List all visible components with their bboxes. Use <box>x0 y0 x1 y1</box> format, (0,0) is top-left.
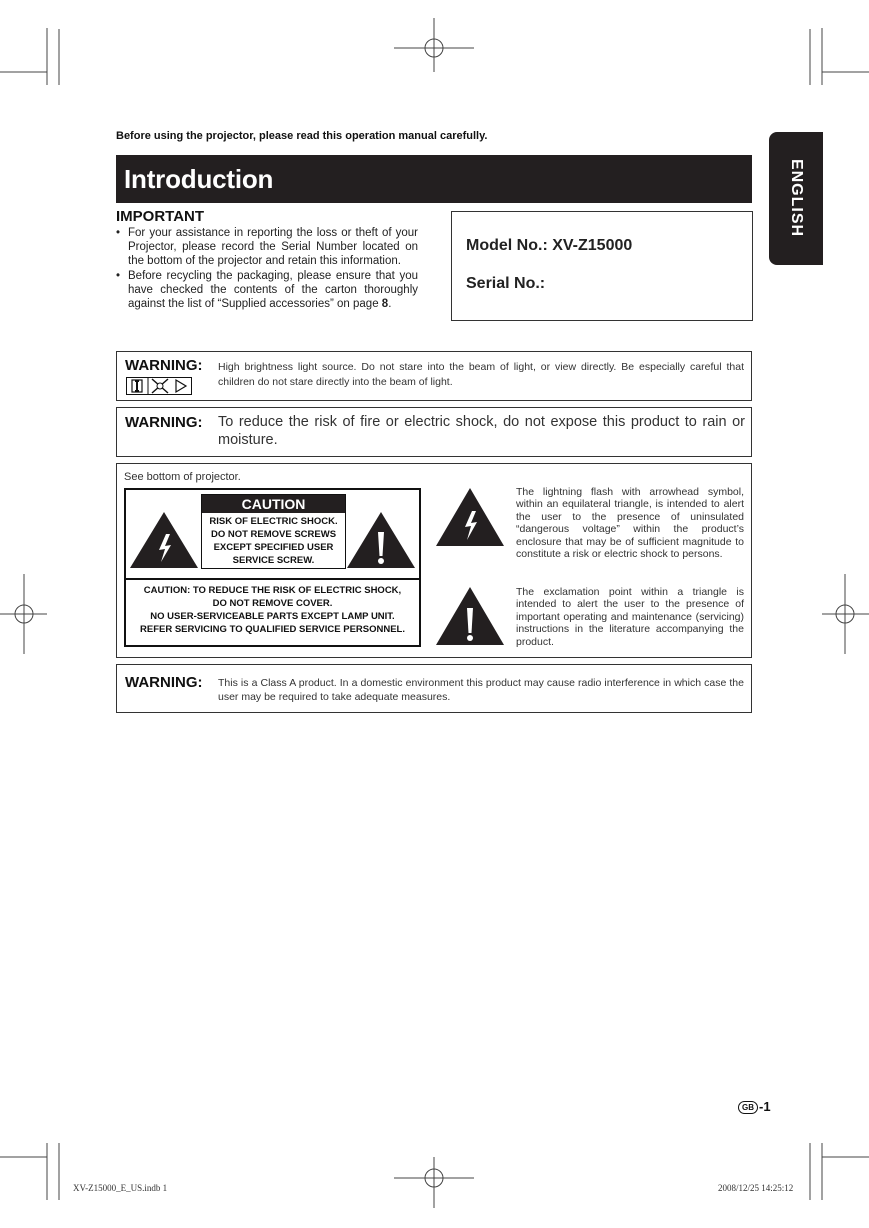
registration-mark-icon <box>0 574 47 654</box>
warning-light-box <box>116 351 752 401</box>
footer-timestamp: 2008/12/25 14:25:12 <box>718 1183 794 1193</box>
page-reference: 8 <box>381 298 389 311</box>
list-item: • For your assistance in reporting the loss or theft of your Projector, please record the Serial Number located on the bottom of the projector and retain this information. <box>116 226 418 269</box>
important-heading: IMPORTANT <box>116 208 205 225</box>
serial-number: Serial No.: <box>466 275 546 292</box>
registration-mark-icon <box>394 18 474 72</box>
lightning-triangle-icon <box>128 510 200 570</box>
warning-label: WARNING: <box>125 357 203 374</box>
model-serial-box <box>451 211 753 321</box>
page-title-bar <box>116 155 752 203</box>
page-title: Introduction <box>124 164 274 194</box>
warning-label: WARNING: <box>125 414 203 431</box>
language-tab-label: ENGLISH <box>788 158 805 238</box>
warning-moisture-box <box>116 407 752 457</box>
region-badge: GB <box>738 1101 758 1114</box>
exclamation-triangle-icon <box>345 510 417 570</box>
divider <box>124 578 421 580</box>
warning-class-a-box <box>116 664 752 713</box>
warning-text: This is a Class A product. In a domestic environment this product may cause radio interference in which case the user may be required to take adequate measures. <box>218 677 744 703</box>
exclamation-triangle-icon <box>434 585 506 647</box>
warning-text: High brightness light source. Do not stare into the beam of light, or view directly. Be especially careful that children do not stare directly into the beam of light. <box>218 361 744 388</box>
see-bottom-note: See bottom of projector. <box>124 471 241 483</box>
warning-label: WARNING: <box>125 674 203 691</box>
registration-mark-icon <box>822 574 869 654</box>
footer-filename: XV-Z15000_E_US.indb 1 <box>73 1183 168 1193</box>
caution-bottom-lines: CAUTION: TO REDUCE THE RISK OF ELECTRIC SHOCK, DO NOT REMOVE COVER. NO USER-SERVICEABLE PARTS EXCEPT LAMP UNIT. REFER SERVICING TO QUALIFIED SERVICE PERSONNEL. <box>140 585 405 635</box>
list-item: • Before recycling the packaging, please ensure that you have checked the contents of the carton thoroughly against the list of “Supplied accessories” on page 8. <box>116 269 418 312</box>
lightning-triangle-icon <box>434 486 506 548</box>
caution-heading: CAUTION <box>202 495 345 513</box>
registration-mark-icon <box>394 1157 474 1208</box>
important-list <box>116 226 418 311</box>
language-tab <box>769 132 823 265</box>
page-number: GB -1 <box>738 1099 771 1114</box>
laser-warning-icon <box>126 377 192 395</box>
pre-read-note: Before using the projector, please read this operation manual carefully. <box>116 130 488 142</box>
lightning-symbol-text: The lightning flash with arrowhead symbol, within an equilateral triangle, is intended to alert the user to the presence of uninsulated “dangerous voltage” within the product’s enclosure that may be of sufficient magnitude to constitute a risk or electric shock to persons. <box>516 486 744 561</box>
exclamation-symbol-text: The exclamation point within a triangle is intended to alert the user to the presence of important operating and maintenance (servicing) instructions in the literature accompanying the product. <box>516 586 744 648</box>
warning-text: To reduce the risk of fire or electric shock, do not expose this product to rain or moisture. <box>218 414 745 448</box>
model-number: Model No.: XV-Z15000 <box>466 237 633 254</box>
caution-lines: RISK OF ELECTRIC SHOCK. DO NOT REMOVE SCREWS EXCEPT SPECIFIED USER SERVICE SCREW. <box>209 516 338 566</box>
